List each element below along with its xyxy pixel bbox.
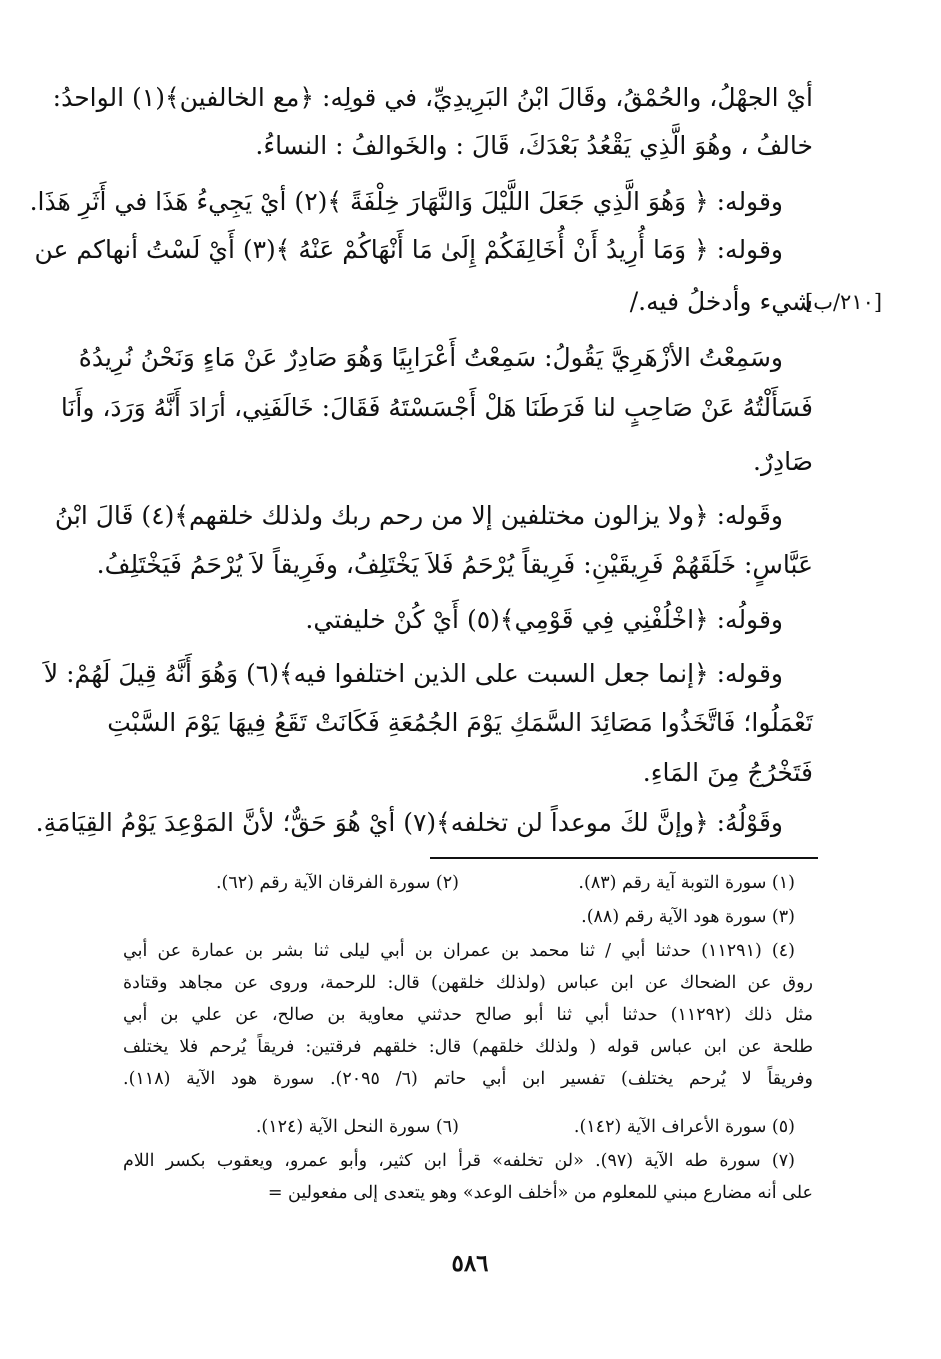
- footnote-4-line: طلحة عن ابن عباس قوله ( ولذلك خلقهم) قال: خلقهم فرقتين: فريقاً يُرحم فلا يختلف: [123, 1037, 813, 1057]
- body-line: أيْ الجهْلُ، والحُمْقُ، وقَالَ ابْنُ البَرِيدِيِّ، في قولِه: ﴿مع الخالفين﴾(١) الواحدُ:: [52, 83, 813, 112]
- footnote-2: (٢) سورة الفرقان الآية رقم (٦٢).: [215, 873, 459, 893]
- body-line: وقولُه: ﴿اخْلُفْنِي فِي قَوْمِي﴾(٥) أَيْ كُنْ خليفتي.: [305, 605, 783, 634]
- body-line: فَسَأَلْتُهُ عَنْ صَاحِبٍ لنا فَرَطَنَا هَلْ أَجْسَسْتَهُ فَقَالَ: خَالَفَنِي، أرَادَ أَنَّهُ وَرَدَ، وأَنَا: [60, 393, 813, 422]
- body-line: صَادِرٌ.: [753, 447, 813, 476]
- footnote-7-line: على أنه مضارع مبني للمعلوم من «أخلف الوعد» وهو يتعدى إلى مفعولين =: [267, 1183, 813, 1203]
- body-line: عَبَّاسٍ: خَلَقَهُمْ فَرِيقَيْنِ: فَرِيقاً يُرْحَمُ فَلاَ يَخْتَلِفُ، وفَرِيقاً لاَ يُرْحَمُ فَيَخْتَلِفُ.: [96, 550, 813, 579]
- body-line: وقَوله: ﴿ولا يزالون مختلفين إلا من رحم ربك ولذلك خلقهم﴾(٤) قَالَ ابْنُ: [54, 501, 783, 530]
- folio-marker: [٢١٠/ب]: [805, 290, 883, 314]
- body-line: خالفُ ، وهُوَ الَّذِي يَقْعُدُ بَعْدَكَ، قَالَ : والخَوالفُ : النساءُ.: [255, 131, 813, 160]
- footnote-7-line: (٧) سورة طه الآية (٩٧). «لن تخلفه» قرأ ابن كثير، وأبو عمرو، ويعقوب بكسر اللام: [123, 1151, 795, 1171]
- body-line: وقوله: ﴿ وَمَا أُرِيدُ أَنْ أُخَالِفَكُمْ إِلَىٰ مَا أَنْهَاكُمْ عَنْهُ ﴾(٣) أَيْ لَسْتُ أنهاكم عن: [34, 235, 783, 264]
- body-line: شيء وأدخلُ فيه./: [629, 287, 813, 316]
- page-number: ٥٨٦: [451, 1250, 489, 1277]
- body-line: وقوله: ﴿ وَهُوَ الَّذِي جَعَلَ اللَّيْلَ وَالنَّهَارَ خِلْفَةً ﴾(٢) أيْ يَجِيءُ هَذَا في أَثَرِ هَذَا.: [29, 187, 783, 216]
- body-line: فَتَخْرُجُ مِنَ المَاءِ.: [642, 758, 813, 787]
- footnote-6: (٦) سورة النحل الآية (١٢٤).: [255, 1117, 459, 1137]
- footnote-4-line: وفريقاً لا يُرحم يختلف) تفسير ابن أبي حاتم (٦/ ٢٠٩٥). سورة هود الآية (١١٨).: [123, 1069, 813, 1089]
- footnote-row: [123, 1113, 813, 1142]
- footnote-5: (٥) سورة الأعراف الآية (١٤٢).: [573, 1117, 795, 1137]
- footnote-4-line: (٤) (١١٢٩١) حدثنا أبي / ثنا محمد بن عمران بن أبي ليلى ثنا بشر بن عمارة عن أبي: [123, 941, 795, 961]
- footnote-4-line: مثل ذلك (١١٢٩٢) حدثنا أبي ثنا أبو صالح حدثني معاوية بن صالح، عن علي بن أبي: [123, 1005, 813, 1025]
- footnote-row: [123, 869, 813, 898]
- footnote-3: (٣) سورة هود الآية رقم (٨٨).: [581, 907, 795, 927]
- footnote-1: (١) سورة التوبة آية رقم (٨٣).: [578, 873, 795, 893]
- footnote-4-line: روق عن الضحاك عن ابن عباس (ولذلك خلقهن) قال: للرحمة، وروى عن مجاهد وقتادة: [123, 973, 813, 993]
- body-line: وقَوْلُهُ: ﴿وإنَّ لكَ موعداً لن تخلفه﴾(٧) أيْ هُوَ حَقٌّ؛ لأنَّ المَوْعِدَ يَوْمُ القِيَامَةِ.: [35, 808, 783, 837]
- body-line: تَعْمَلُوا؛ فَاتَّخَذُوا مَصَائِدَ السَّمَكِ يَوْمَ الجُمُعَةِ فَكَانَتْ تَقَعُ فِيهَا يَوْمَ السَّبْتِ: [107, 708, 813, 737]
- body-line: وسَمِعْتُ الأزْهَرِيَّ يَقُولُ: سَمِعْتُ أَعْرَابِيًا وَهُوَ صَادِرٌ عَنْ مَاءٍ وَنَحْنُ نُرِيدُهُ: [78, 343, 783, 372]
- body-line: وقوله: ﴿إنما جعل السبت على الذين اختلفوا فيه﴾(٦) وَهُوَ أَنَّهُ قِيلَ لَهُمْ: لاَ: [43, 659, 783, 688]
- footnote-separator: [430, 857, 818, 859]
